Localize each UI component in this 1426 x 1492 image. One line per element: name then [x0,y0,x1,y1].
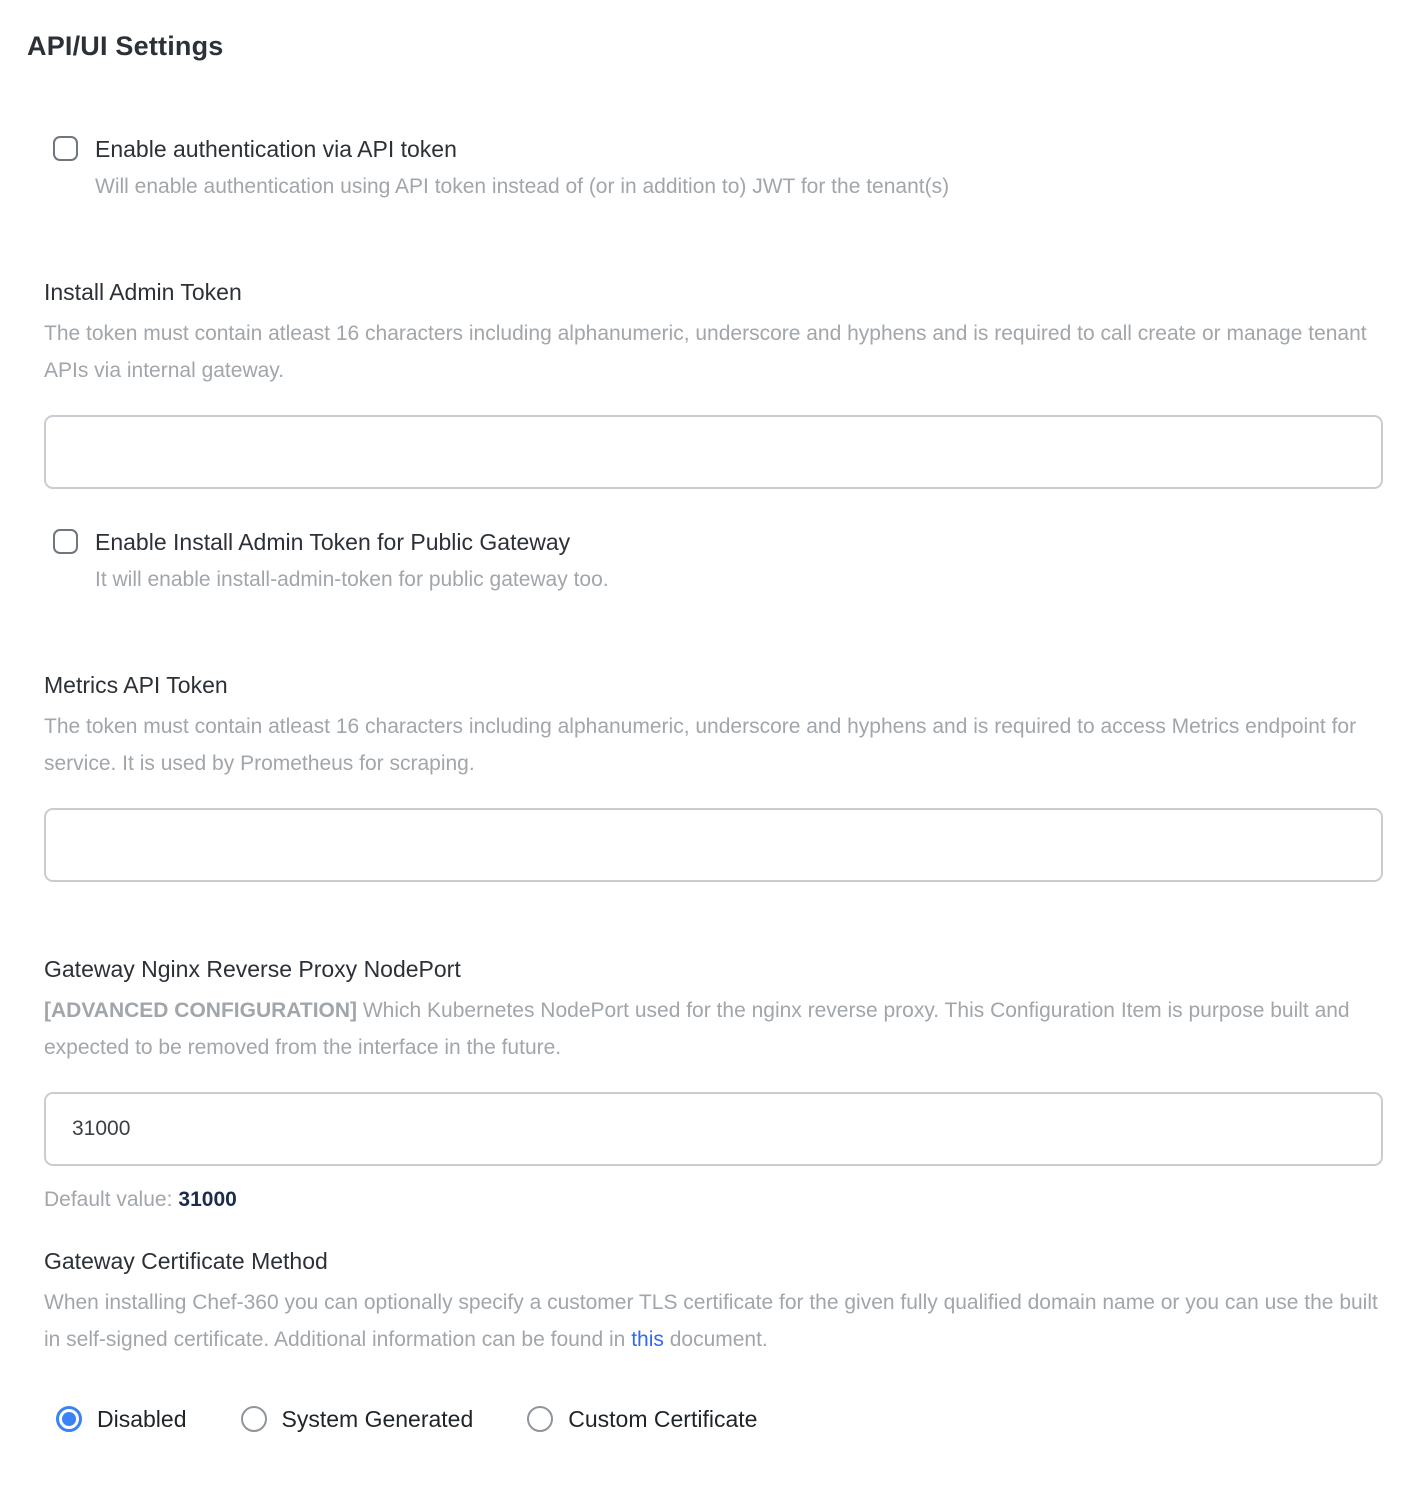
metrics-api-token-input[interactable] [44,808,1383,882]
install-admin-token-input[interactable] [44,415,1383,489]
auth-token-checkbox[interactable] [53,136,78,161]
public-gateway-checkbox[interactable] [53,529,78,554]
public-gateway-description: It will enable install-admin-token for public gateway too. [95,568,609,591]
nodeport-description [44,992,1389,1066]
certificate-method-section [44,1246,1426,1358]
nodeport-heading: Gateway Nginx Reverse Proxy NodePort [44,956,461,982]
nodeport-default-row [44,1186,1426,1214]
certificate-method-radio-group [56,1404,1426,1434]
nodeport-section [44,954,1426,1214]
install-admin-token-heading: Install Admin Token [44,279,242,305]
radio-option-disabled[interactable] [56,1404,187,1434]
auth-token-label[interactable]: Enable authentication via API token [95,136,457,162]
advanced-configuration-tag: [ADVANCED CONFIGURATION] [44,999,358,1022]
certificate-description-before: When installing Chef-360 you can optionally specify a customer TLS certificate for the given fully qualified domain name or you can use the built in self-signed certificate. Additional information can be found in [44,1291,1378,1351]
default-value-number: 31000 [178,1188,237,1211]
metrics-api-token-section [44,670,1426,882]
auth-token-description: Will enable authentication using API token instead of (or in addition to) JWT for the tenant(s) [95,175,950,198]
public-gateway-checkbox-row [53,527,1426,594]
radio-option-custom-certificate[interactable] [527,1404,757,1434]
public-gateway-label[interactable]: Enable Install Admin Token for Public Gateway [95,529,571,555]
radio-label-custom-certificate[interactable]: Custom Certificate [568,1406,758,1432]
metrics-api-token-heading: Metrics API Token [44,672,228,698]
default-value-label: Default value: [44,1188,173,1211]
metrics-api-token-description: The token must contain atleast 16 characters including alphanumeric, underscore and hyphens and is required to access Metrics endpoint for service. It is used by Prometheus for scraping. [44,715,1357,775]
install-admin-token-section [44,277,1426,489]
radio-option-system-generated[interactable] [241,1404,474,1434]
radio-circle-system-generated[interactable] [241,1406,267,1432]
certificate-method-heading: Gateway Certificate Method [44,1248,328,1274]
install-admin-token-description: The token must contain atleast 16 characters including alphanumeric, underscore and hyphens and is required to call create or manage tenant APIs via internal gateway. [44,322,1367,382]
nodeport-input[interactable] [44,1092,1383,1166]
auth-token-checkbox-row [53,134,1426,201]
radio-circle-disabled[interactable] [56,1406,82,1432]
radio-label-disabled[interactable]: Disabled [97,1406,187,1432]
nodeport-description-text: Which Kubernetes NodePort used for the nginx reverse proxy. This Configuration Item is purpose built and expected to be removed from the interface in the future. [44,999,1350,1059]
public-gateway-text [95,527,609,594]
certificate-description-after: document. [663,1328,768,1351]
radio-circle-custom-certificate[interactable] [527,1406,553,1432]
certificate-method-description [44,1284,1389,1358]
radio-label-system-generated[interactable]: System Generated [281,1406,474,1432]
this-document-link[interactable]: this [631,1328,664,1351]
auth-token-text [95,134,949,201]
page-title: API/UI Settings [27,31,224,61]
